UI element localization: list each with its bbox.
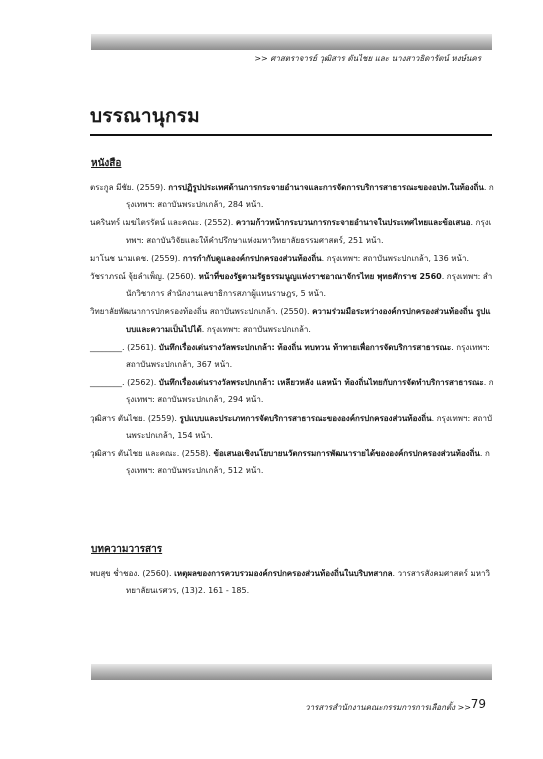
reference-title: บันทึกเรื่องเด่นรางวัลพระปกเกล้า: เหลียวหลัง แลหน้า ท้องถิ่นไทยกับการจัดทำบริการสาธารณะ <box>158 378 484 388</box>
reference-title: การปฏิรูปประเทศด้านการกระจายอำนาจและการจัดการบริการสาธารณะของอปท.ในท้องถิ่น <box>168 183 484 192</box>
page-number: 79 <box>470 697 486 711</box>
reference-author-year: วัชราภรณ์ จุ้ยลำเพ็ญ. (2560). <box>90 272 199 282</box>
running-footer: วารสารสำนักงานคณะกรรมการการเลือกตั้ง >> <box>305 703 471 712</box>
reference-publisher: . กรุงเทพฯ: สถาบันพระปกเกล้า, 512 หน้า. <box>126 449 490 476</box>
reference-title: หน้าที่ของรัฐตามรัฐธรรมนูญแห่งราชอาณาจักรไทย พุทธศักราช 2560 <box>198 272 442 282</box>
reference-entry <box>90 179 494 213</box>
reference-author-year: ตระกูล มีชัย. (2559). <box>90 183 169 192</box>
articles-reference-list <box>90 565 494 600</box>
reference-author-year: นครินทร์ เมฆไตรรัตน์ และคณะ. (2552). <box>90 218 236 228</box>
reference-publisher: . วารสารสังคมศาสตร์ มหาวิทยาลัยนเรศวร, (13)2. 161 - 185. <box>126 569 491 596</box>
reference-publisher: . กรุงเทพฯ: สถาบันพระปกเกล้า, 367 หน้า. <box>126 342 490 370</box>
reference-title: รูปแบบและประเภทการจัดบริการสาธารณะขององค์กรปกครองส่วนท้องถิ่น <box>179 413 432 423</box>
reference-publisher: . กรุงเทพฯ: สถาบันพระปกเกล้า, 294 หน้า. <box>126 378 494 405</box>
reference-author-year: วิทยาลัยพัฒนาการปกครองท้องถิ่น สถาบันพระปกเกล้า. (2550). <box>90 307 313 317</box>
reference-title: ความร่วมมือระหว่างองค์กรปกครองส่วนท้องถิ่น รูปแบบและความเป็นไปได้ <box>126 307 491 334</box>
running-header: >> ศาสตราจารย์ วุฒิสาร ตันไชย และ นางสาวธิดารัตน์ หงษ์นคร <box>254 54 481 63</box>
reference-publisher: . กรุงเทพฯ: สถาบันวิจัยและให้คำปรึกษาแห่งมหาวิทยาลัยธรรมศาสตร์, 251 หน้า. <box>126 218 492 245</box>
footer-decorative-bar <box>91 664 492 680</box>
reference-publisher: . กรุงเทพฯ: สำนักวิชาการ สำนักงานเลขาธิการสภาผู้แทนราษฎร, 5 หน้า. <box>126 272 493 299</box>
reference-title: การกำกับดูแลองค์กรปกครองส่วนท้องถิ่น <box>182 253 322 263</box>
reference-entry <box>90 214 494 248</box>
reference-author-year: วุฒิสาร ตันไชย และคณะ. (2558). <box>90 449 214 459</box>
reference-publisher: . กรุงเทพฯ: สถาบันพระปกเกล้า. <box>201 324 311 334</box>
reference-entry <box>90 445 494 479</box>
reference-author-year: ________. (2562). <box>90 378 159 388</box>
reference-title: ความก้าวหน้ากระบวนการกระจายอำนาจในประเทศไทยและข้อเสนอ <box>235 218 471 228</box>
section-heading-books: หนังสือ <box>91 158 122 169</box>
reference-entry <box>90 250 494 267</box>
header-decorative-bar <box>91 34 492 50</box>
reference-author-year: มาโนช นามเดช. (2559). <box>90 253 183 263</box>
reference-title: ข้อเสนอเชิงนโยบายนวัตกรรมการพัฒนารายได้ขององค์กรปกครองส่วนท้องถิ่น <box>213 449 480 459</box>
books-reference-list <box>90 179 494 480</box>
reference-entry <box>90 339 494 373</box>
reference-entry <box>90 268 494 302</box>
reference-publisher: . กรุงเทพฯ: สถาบันพระปกเกล้า, 154 หน้า. <box>126 413 493 440</box>
reference-publisher: . กรุงเทพฯ: สถาบันพระปกเกล้า, 284 หน้า. <box>126 183 494 210</box>
reference-author-year: ________. (2561). <box>90 342 159 352</box>
reference-entry <box>90 565 494 599</box>
section-heading-articles: บทความวารสาร <box>91 544 163 555</box>
reference-entry <box>90 303 494 337</box>
reference-title: บันทึกเรื่องเด่นรางวัลพระปกเกล้า: ท้องถิ่น ทบทวน ท้าทายเพื่อการจัดบริการสาธารณะ <box>158 342 452 352</box>
title-divider <box>90 134 492 136</box>
reference-publisher: . กรุงเทพฯ: สถาบันพระปกเกล้า, 136 หน้า. <box>321 253 470 263</box>
reference-author-year: วุฒิสาร ตันไชย. (2559). <box>90 413 180 423</box>
reference-entry <box>90 410 494 444</box>
reference-author-year: พบสุข ช่ำชอง. (2560). <box>90 569 175 578</box>
page-title: บรรณานุกรม <box>90 105 200 127</box>
reference-title: เหตุผลของการควบรวมองค์กรปกครองส่วนท้องถิ่นในบริบทสากล <box>174 569 393 578</box>
reference-entry <box>90 374 494 408</box>
